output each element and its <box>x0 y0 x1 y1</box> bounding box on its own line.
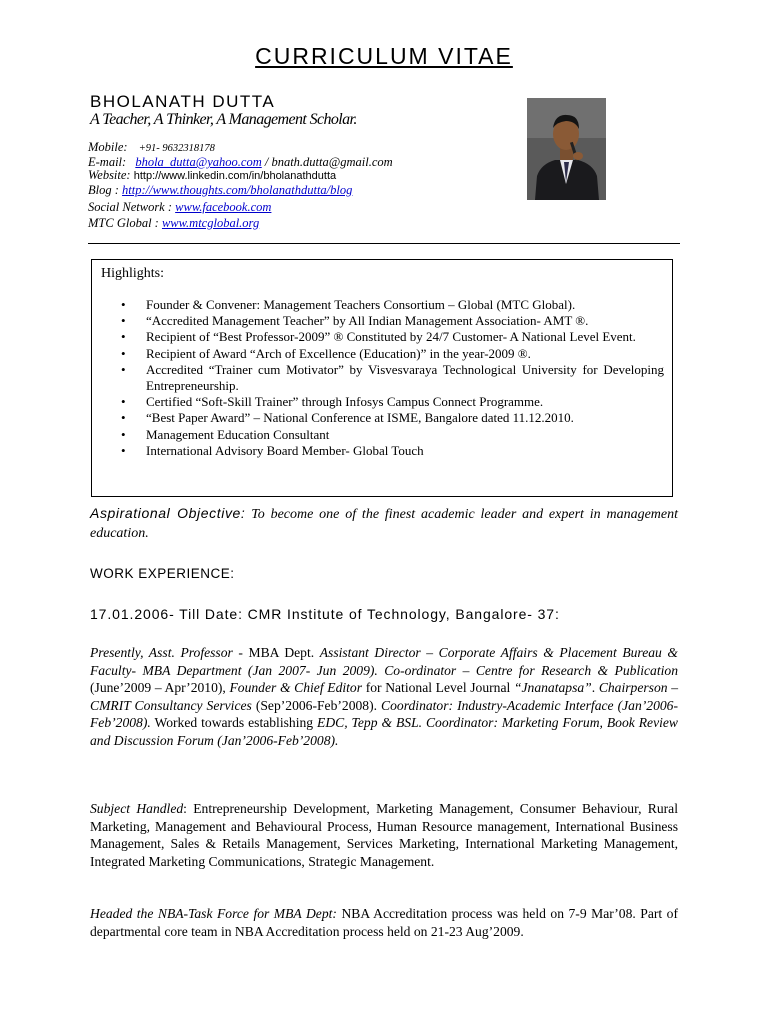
highlights-heading: Highlights: <box>101 266 165 281</box>
desc-text: for National Level Journal <box>362 680 514 696</box>
highlight-item: • Founder & Convener: Management Teachers Consortium – Global (MTC Global). <box>121 297 664 313</box>
desc-text: - MBA Dept. <box>232 645 320 660</box>
highlight-item: • “Best Paper Award” – National Conference at ISME, Bangalore dated 11.12.2010. <box>121 410 664 426</box>
role-current: Presently, Asst. Professor <box>90 645 233 660</box>
desc-text: . <box>591 680 599 696</box>
contact-website <box>88 168 336 183</box>
profile-photo-illustration <box>527 98 606 200</box>
social-link[interactable]: www.facebook.com <box>175 200 272 214</box>
contact-mobile <box>88 140 215 155</box>
role-assistant-director: Assistant Director – Corporate Affairs & Placement Bureau & Faculty- MBA Department (Jan 2007- Jun 2009). Co-ordinator – Centre for Research & Publication <box>90 645 678 678</box>
candidate-name: BHOLANATH DUTTA <box>90 92 276 111</box>
highlight-item: • International Advisory Board Member- Global Touch <box>121 443 664 459</box>
website-value: http://www.linkedin.com/in/bholanathdutta <box>133 170 337 182</box>
subjects-paragraph <box>90 800 678 870</box>
contact-social <box>88 200 271 215</box>
work-description <box>90 644 678 750</box>
work-experience-heading: WORK EXPERIENCE: <box>90 566 235 581</box>
objective-paragraph <box>90 504 678 543</box>
page-title: CURRICULUM VITAE <box>255 43 513 69</box>
contact-mtc <box>88 216 259 231</box>
highlight-item: • Recipient of “Best Professor-2009” ® Constituted by 24/7 Customer- A National Level Event. <box>121 329 664 345</box>
objective-text: To become one of the finest academic leader and expert in management education. <box>90 507 678 541</box>
role-edc-forum: EDC, Tepp & BSL. Coordinator: Marketing Forum, Book Review and Discussion Forum (Jan’2006-Feb’2008). <box>90 715 678 748</box>
highlights-list <box>121 297 664 459</box>
highlight-item: • Management Education Consultant <box>121 427 664 443</box>
nba-paragraph <box>90 905 678 940</box>
journal-name: “Jnanatapsa” <box>513 680 592 696</box>
role-founder-editor: Founder & Chief Editor <box>229 680 363 696</box>
desc-text: (Sep’2006-Feb’2008). <box>251 697 382 713</box>
header-divider <box>88 243 680 244</box>
mobile-value: +91- 9632318178 <box>138 143 215 154</box>
email-label: E-mail: <box>88 155 127 169</box>
subjects-label: Subject Handled <box>90 801 184 816</box>
mtc-link[interactable]: www.mtcglobal.org <box>161 216 260 230</box>
highlight-item: • Accredited “Trainer cum Motivator” by Visvesvaraya Technological University for Developing Entrepreneurship. <box>121 362 664 394</box>
email-secondary: / bnath.dutta@gmail.com <box>261 155 393 169</box>
highlights-box <box>91 259 673 497</box>
social-label: Social Network : <box>88 200 176 214</box>
nba-text: NBA Accreditation process was held on 7-9 Mar’08. Part of departmental core team in NBA Accreditation process held on 21-23 Aug’2009. <box>90 906 678 939</box>
work-entry-title: 17.01.2006- Till Date: CMR Institute of Technology, Bangalore- 37: <box>90 606 560 622</box>
mobile-label: Mobile: <box>88 140 128 154</box>
website-label: Website: <box>88 168 131 182</box>
highlight-item: • “Accredited Management Teacher” by All Indian Management Association- AMT ®. <box>121 313 664 329</box>
blog-link[interactable]: http://www.thoughts.com/bholanathdutta/blog <box>122 183 353 197</box>
desc-text: (June’2009 – Apr’2010), <box>90 680 230 696</box>
highlight-item: • Recipient of Award “Arch of Excellence (Education)” in the year-2009 ®. <box>121 346 664 362</box>
email-primary-link[interactable]: bhola_dutta@yahoo.com <box>135 155 262 169</box>
highlight-item: • Certified “Soft-Skill Trainer” through Infosys Campus Connect Programme. <box>121 394 664 410</box>
role-coordinator: Coordinator: Industry-Academic Interface (Jan’2006-Feb’2008). <box>90 697 678 731</box>
profile-photo <box>527 98 606 200</box>
candidate-tagline: A Teacher, A Thinker, A Management Scholar. <box>90 111 357 128</box>
mtc-label: MTC Global : <box>88 216 162 230</box>
desc-text: Worked towards establishing <box>150 715 318 731</box>
subjects-text: : Entrepreneurship Development, Marketing Management, Consumer Behaviour, Rural Marketing, Management and Behavioural Process, Human Resource management, International Business Management, Sales & Retails Management, Services Marketing, International Marketing Management, Integrated Marketing Communications, Strategic Management. <box>90 801 678 869</box>
objective-label: Aspirational Objective: <box>90 505 246 521</box>
contact-blog <box>88 183 352 198</box>
nba-label: Headed the NBA-Task Force for MBA Dept: <box>90 906 337 921</box>
blog-label: Blog : <box>88 183 123 197</box>
role-chairperson: Chairperson – CMRIT Consultancy Services <box>90 680 678 713</box>
